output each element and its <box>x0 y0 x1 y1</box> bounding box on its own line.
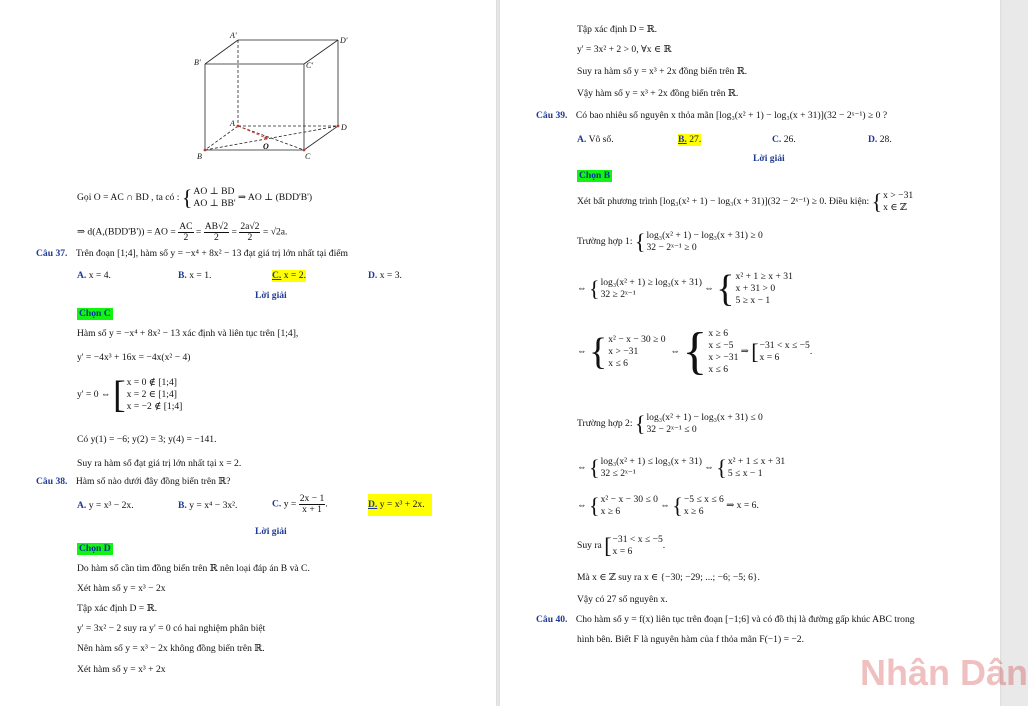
s38-line-5: Nên hàm số y = x³ − 2x không đồng biến trên ℝ. <box>77 643 265 654</box>
q39-option-d[interactable]: D. 28. <box>868 134 892 145</box>
label-c-prime: C' <box>306 61 314 70</box>
watermark-logo: Nhân Dân <box>860 652 1028 693</box>
s37-case-b: x = 2 ∈ [1;4] <box>126 389 177 400</box>
label-a-prime: A' <box>230 31 237 40</box>
goi-o-text: Gọi O = AC ∩ BD , ta có : <box>77 192 180 204</box>
s37-case-a: x = 0 ∉ [1;4] <box>126 377 177 388</box>
q40-number: Câu 40. <box>536 614 568 625</box>
s38-line-3: Tập xác định D = ℝ. <box>77 603 157 614</box>
q38-option-d[interactable]: D. y = x³ + 2x. <box>368 494 432 516</box>
dist-frac-1: $\frac{AC}{2}$ <box>179 221 193 243</box>
goi-sys-1: AO ⊥ BD <box>193 186 235 197</box>
goi-result: ⇒ AO ⊥ (BDD'B') <box>238 192 313 204</box>
integer-set: Mà x ∈ ℤ suy ra x ∈ {−30; −29; ...; −6; −5; 6}. <box>577 572 760 583</box>
q39-number: Câu 39. <box>536 110 568 121</box>
q38-number: Câu 38. <box>36 476 68 487</box>
case-2-label: Trường hợp 2: <box>577 418 633 430</box>
r-line-4: Vậy hàm số y = x³ + 2x đồng biến trên ℝ. <box>577 88 739 99</box>
q37-solution-heading: Lời giải <box>255 290 287 301</box>
q37-answer-badge: Chọn C <box>79 308 111 319</box>
s38-line-1: Do hàm số cần tìm đồng biến trên ℝ nên loại đáp án B và C. <box>77 563 310 574</box>
q40-line <box>536 614 915 626</box>
conclusion-range: Suy ra [ −31 < x ≤ −5 x = 6 . <box>577 533 666 558</box>
dist-frac-2: $\frac{AB√2}{2}$ <box>204 221 229 243</box>
q39-answer-badge: Chọn B <box>579 170 611 181</box>
s37-line-5: Suy ra hàm số đạt giá trị lớn nhất tại x = 2. <box>77 458 242 469</box>
q38-option-b[interactable]: B. y = x⁴ − 3x². <box>178 500 238 511</box>
q39-solution-heading: Lời giải <box>753 153 785 164</box>
q39-step-1: Xét bất phương trình [log₃(x² + 1) − log₃(x + 31)](32 − 2ˣ⁻¹) ≥ 0. Điều kiện: { x > −31 x ∈ ℤ <box>577 189 914 214</box>
equiv-1: ⇔ { log₃(x² + 1) ≥ log₃(x + 31) 32 ≥ 2ˣ⁻¹ ⇔ { x² + 1 ≥ x + 31 x + 31 > 0 5 ≥ x − 1 <box>577 268 793 310</box>
cube-figure <box>190 30 360 165</box>
q37-option-b[interactable]: B. x = 1. <box>178 270 212 281</box>
q38-text: Hàm số nào dưới đây đồng biến trên ℝ? <box>75 476 231 487</box>
q37-option-d[interactable]: D. x = 3. <box>368 270 402 281</box>
equiv-4: ⇔ { x² − x − 30 ≤ 0 x ≥ 6 ⇔ { −5 ≤ x ≤ 6 x ≥ 6 ⇒ x = 6. <box>577 493 759 518</box>
goi-system: { AO ⊥ BD AO ⊥ BB' <box>181 185 236 210</box>
q37-number: Câu 37. <box>36 248 68 259</box>
equiv-3: ⇔ { log₃(x² + 1) ≤ log₃(x + 31) 32 ≤ 2ˣ⁻¹ ⇔ { x² + 1 ≤ x + 31 5 ≤ x − 1 <box>577 455 786 480</box>
q38-option-a[interactable]: A. y = x³ − 2x. <box>77 500 134 511</box>
condition-1: x > −31 <box>883 190 914 201</box>
s37-line-3: y' = 0 ⇔ [ x = 0 ∉ [1;4] x = 2 ∈ [1;4] x = −2 ∉ [1;4] <box>77 374 183 416</box>
q37-option-a[interactable]: A. x = 4. <box>77 270 111 281</box>
label-o: O <box>263 142 269 151</box>
s37-case-c: x = −2 ∉ [1;4] <box>126 401 183 412</box>
s38-line-6: Xét hàm số y = x³ + 2x <box>77 664 166 675</box>
q37-option-c[interactable]: C. x = 2. <box>272 270 306 281</box>
dist-frac-3: $\frac{2a√2}{2}$ <box>240 221 260 243</box>
final-answer: Vậy có 27 số nguyên x. <box>577 594 668 605</box>
goi-o-line <box>77 186 312 210</box>
dist-end: = √2a. <box>262 226 288 238</box>
s37-line-4: Có y(1) = −6; y(2) = 3; y(4) = −141. <box>77 434 217 445</box>
label-a: A <box>230 119 235 128</box>
right-page <box>500 0 1000 706</box>
label-d: D <box>341 123 347 132</box>
case-2: Trường hợp 2: { log₃(x² + 1) − log₃(x + 31) ≤ 0 32 − 2ˣ⁻¹ ≤ 0 <box>577 411 763 436</box>
q40-text-2: hình bên. Biết F là nguyên hàm của f thỏa mãn F(−1) = −2. <box>577 634 804 645</box>
s37-line-2: y' = −4x³ + 16x = −4x(x² − 4) <box>77 352 191 363</box>
q39-option-c[interactable]: C. 26. <box>772 134 796 145</box>
case-1: Trường hợp 1: { log₃(x² + 1) − log₃(x + 31) ≥ 0 32 − 2ˣ⁻¹ ≥ 0 <box>577 229 763 254</box>
s37-line-1: Hàm số y = −x⁴ + 8x² − 13 xác định và liên tục trên [1;4], <box>77 328 299 339</box>
s38-line-2: Xét hàm số y = x³ − 2x <box>77 583 166 594</box>
q37-text: Trên đoạn [1;4], hàm số y = −x⁴ + 8x² − 13 đạt giá trị lớn nhất tại điểm <box>75 248 348 259</box>
dist-lhs: ⇒ d(A,(BDD'B')) = AO = <box>77 226 176 238</box>
r-line-3: Suy ra hàm số y = x³ + 2x đồng biến trên ℝ. <box>577 66 748 77</box>
q39-option-a[interactable]: A. Vô số. <box>577 134 614 145</box>
goi-sys-2: AO ⊥ BB' <box>193 198 236 209</box>
label-b: B <box>197 152 202 161</box>
r-line-2: y' = 3x² + 2 > 0, ∀x ∈ ℝ <box>577 44 672 55</box>
q39-line <box>536 110 887 122</box>
label-b-prime: B' <box>194 58 201 67</box>
label-c: C <box>305 152 311 161</box>
left-page <box>0 0 496 706</box>
q39-text: Có bao nhiêu số nguyên x thỏa mãn [log₃(x² + 1) − log₃(x + 31)](32 − 2ˣ⁻¹) ≥ 0 ? <box>575 110 888 121</box>
s38-line-4: y' = 3x² − 2 suy ra y' = 0 có hai nghiệm phân biệt <box>77 623 266 634</box>
q38-line <box>36 476 231 488</box>
q37-line <box>36 248 348 260</box>
q38-solution-heading: Lời giải <box>255 526 287 537</box>
q40-text-1: Cho hàm số y = f(x) liên tục trên đoạn [−1;6] và có đồ thị là đường gấp khúc ABC trong <box>575 614 915 625</box>
case-1-label: Trường hợp 1: <box>577 236 633 248</box>
condition-2: x ∈ ℤ <box>883 202 907 213</box>
equiv-2: ⇔ { x² − x − 30 ≥ 0 x > −31 x ≤ 6 ⇔ { x ≥ 6 x ≤ −5 x > −31 x ≤ 6 ⇒ [ −31 < x ≤ −5 x = 6 . <box>577 323 813 380</box>
q38-option-c[interactable]: C. y = $\frac{2x - 1}{x + 1}$ . <box>272 493 328 515</box>
q38-answer-badge: Chọn D <box>79 543 111 554</box>
r-line-1: Tập xác định D = ℝ. <box>577 24 657 35</box>
q39-option-b[interactable]: B. 27. <box>678 134 702 145</box>
distance-line: ⇒ d(A,(BDD'B')) = AO = $\frac{AC}{2}$ = $\frac{AB√2}{2}$ = $\frac{2a√2}{2}$ = √2a. <box>77 221 288 243</box>
label-d-prime: D' <box>340 36 348 45</box>
